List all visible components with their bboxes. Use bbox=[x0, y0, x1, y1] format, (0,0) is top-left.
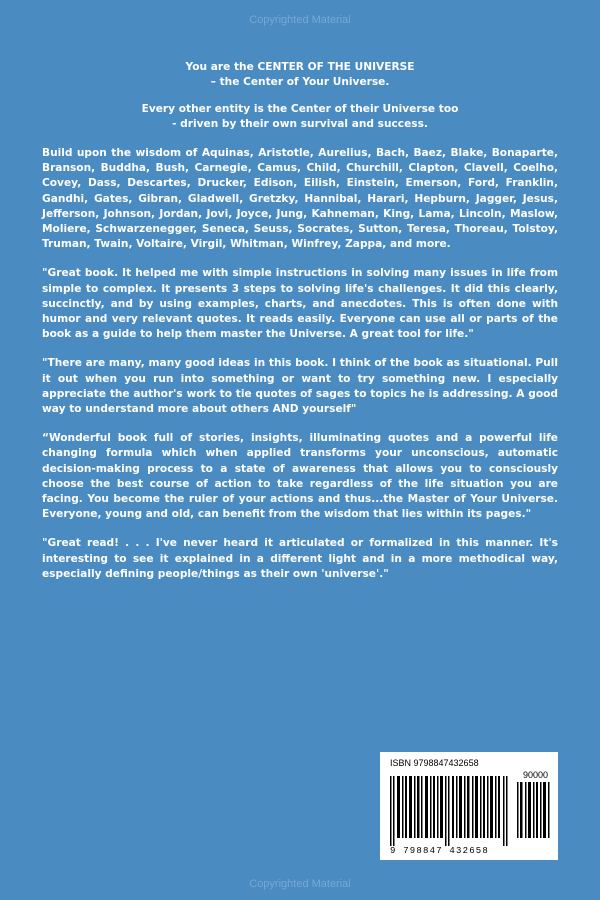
wisdom-list-paragraph: Build upon the wisdom of Aquinas, Aristotle, Aurelius, Bach, Baez, Blake, Bonaparte, Branson, Buddha, Bush, Carnegie, Camus, Child, Churchill, Clapton, Clavell, Coelho, Covey, Dass, Descartes, Drucker, Edison, Eilish, Einstein, Emerson, Ford, Franklin, Gandhi, Gates, Gibran, Gladwell, Gretzky, Hannibal, Harari, Hepburn, Jagger, Jesus, Jefferson, Johnson, Jordan, Jovi, Joyce, Jung, Kahneman, King, Lama, Lincoln, Maslow, Moliere, Schwarzenegger, Seneca, Seuss, Socrates, Sutton, Teresa, Thoreau, Tolstoy, Truman, Twain, Voltaire, Virgil, Whitman, Winfrey, Zappa, and more. bbox=[42, 147, 558, 251]
review-quote-1: "Great book. It helped me with simple instructions in solving many issues in life from simple to complex. It presents 3 steps to solving life's challenges. It did this clearly, succinctly, and by using examples, charts, and anecdotes. This is often done with humor and very relevant quotes. It reads easily. Everyone can use all or parts of the book as a guide to help them master the Universe. A great tool for life." bbox=[42, 267, 558, 341]
ean-digits: 9 798847 432658 bbox=[390, 846, 490, 856]
headline-line-1: You are the CENTER OF THE UNIVERSE bbox=[185, 61, 415, 73]
review-quote-4: "Great read! . . . I've never heard it articulated or formalized in this manner. It's interesting to see it explained in a different light and in a more methodical way, especially defining people/things as their own 'universe'." bbox=[42, 537, 558, 580]
watermark-top: Copyrighted Material bbox=[249, 14, 351, 26]
isbn-barcode bbox=[380, 752, 558, 860]
subheadline-line-1: Every other entity is the Center of their Universe too bbox=[141, 103, 459, 115]
back-cover-text bbox=[42, 60, 558, 582]
review-quote-3: “Wonderful book full of stories, insights, illuminating quotes and a powerful life changing formula which when applied transforms your unconscious, automatic decision-making process to a state of awareness that allows you to consciously choose the best course of action to take regardless of the life situation you are facing. You become the ruler of your actions and thus...the Master of Your Universe. Everyone, young and old, can benefit from the wisdom that lies within its pages." bbox=[42, 432, 558, 521]
price-code: 90000 bbox=[522, 770, 548, 780]
review-quote-2: "There are many, many good ideas in this book. I think of the book as situational. Pull it out when you run into something or want to try something new. I especially appreciate the author's work to tie quotes of sages to topics he is addressing. A good way to understand more about others AND yourself" bbox=[42, 357, 558, 416]
addon-barcode-bars bbox=[516, 782, 552, 838]
subheadline-line-2: - driven by their own survival and success. bbox=[172, 118, 428, 130]
headline-line-2: – the Center of Your Universe. bbox=[210, 76, 390, 88]
isbn-label: ISBN 9798847432658 bbox=[390, 758, 479, 768]
ean-barcode-bars bbox=[388, 772, 512, 846]
watermark-bottom: Copyrighted Material bbox=[249, 878, 351, 890]
